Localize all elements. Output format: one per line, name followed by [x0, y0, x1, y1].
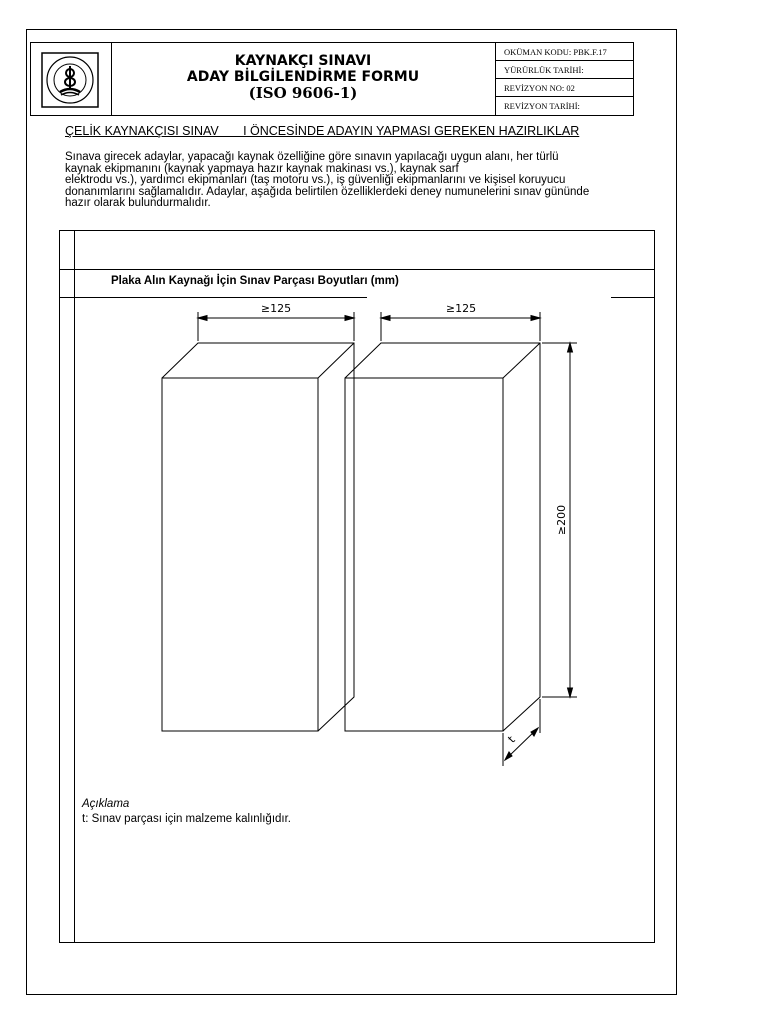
intro-line: donanımlarını sağlamalıdır. Adaylar, aşağıda belirtilen özelliklerdeki deney numunelerini sınav gününde	[65, 185, 590, 198]
revision-no: REVİZYON NO: 02	[496, 79, 634, 97]
intro-line: elektrodu vs.), yardımcı ekipmanları (taş motoru vs.), iş güvenliği ekipmanlarını ve kişisel koruyucu	[65, 174, 566, 187]
height-label: ≥200	[555, 504, 568, 536]
title-line-3: (ISO 9606-1)	[248, 84, 358, 102]
thickness-label: t	[505, 733, 518, 746]
revision-date: REVİZYON TARİHİ:	[504, 101, 580, 111]
width-label-left: ≥125	[260, 302, 292, 315]
note-text: t: Sınav parçası için malzeme kalınlığıdır.	[82, 813, 292, 825]
effective-date: YÜRÜRLÜK TARİHİ:	[496, 61, 634, 79]
note-title: Açıklama	[82, 798, 130, 810]
figure-title: Plaka Alın Kaynağı İçin Sınav Parçası Boyutları (mm)	[111, 275, 399, 287]
doc-code: OKÜMAN KODU: PBK.F.17	[496, 43, 634, 61]
intro-line: kaynak ekipmanını (kaynak yapmaya hazır kaynak makinası vs.), kaynak sarf	[65, 162, 459, 175]
right-width-dimension	[381, 312, 540, 341]
width-label-right: ≥125	[445, 302, 477, 315]
left-plate	[162, 343, 354, 731]
intro-line: hazır olarak bulundurmalıdır.	[65, 197, 211, 210]
right-plate	[345, 343, 540, 731]
intro-line: Sınava girecek adaylar, yapacağı kaynak özelliğine göre sınavın yapılacağı uygun alanı, her türlü	[65, 151, 559, 163]
thickness-dimension	[503, 699, 540, 766]
title-line-1: KAYNAKÇI SINAVI	[234, 53, 372, 69]
section-heading: ÇELİK KAYNAKÇISI SINAV I ÖNCESİNDE ADAYIN YAPMASI GEREKEN HAZIRLIKLAR	[65, 124, 580, 138]
title-line-2: ADAY BİLGİLENDİRME FORMU	[186, 69, 420, 85]
left-width-dimension	[198, 312, 354, 341]
